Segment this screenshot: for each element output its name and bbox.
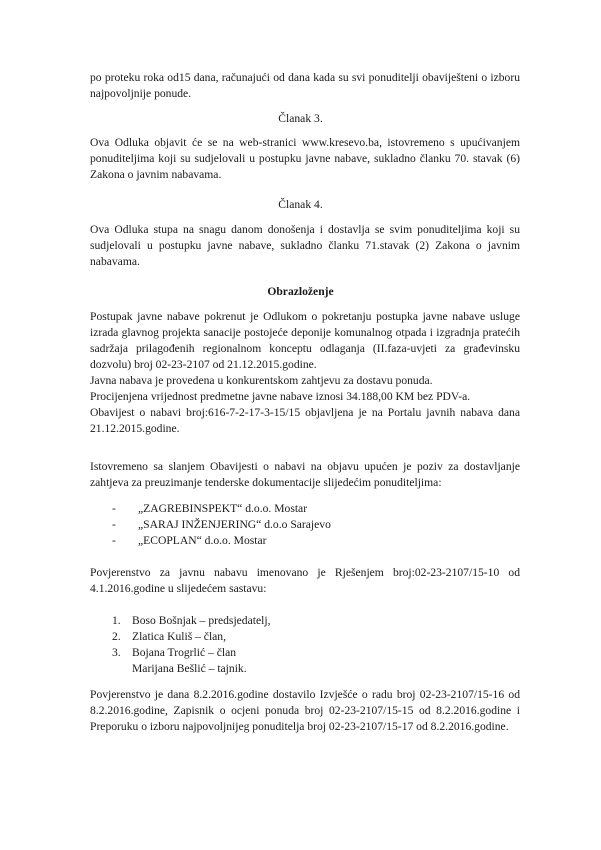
list-item	[90, 533, 520, 549]
member-name: Boso Bošnjak – predsjedatelj,	[132, 614, 271, 627]
member-name: Zlatica Kuliš – član,	[132, 630, 227, 643]
intro-paragraph: po proteku roka od15 dana, računajući od dana kada su svi ponuditelji obaviješteni o izboru najpovoljnije ponude.	[90, 71, 520, 100]
reasoning-paragraph-6: Povjerenstvo za javnu nabavu imenovano je Rješenjem broj:02-23-2107/15-10 od 4.1.2016.godine u slijedećem sastavu:	[90, 566, 520, 595]
article-3-heading: Članak 3.	[278, 112, 323, 125]
list-item	[90, 661, 520, 677]
reasoning-paragraph-5: Istovremeno sa slanjem Obavijesti o nabavi na objavu upućen je poziv za dostavljanje zahtjeva za preuzimanje tenderske dokumentacije slijedećim ponuditeljima:	[90, 460, 520, 489]
bidder-name: „ZAGREBINSPEKT“ d.o.o. Mostar	[138, 502, 308, 515]
member-number: 3.	[112, 646, 121, 659]
reasoning-paragraph-1: Postupak javne nabave pokrenut je Odlukom o pokretanju postupka javne nabave usluge izrada glavnog projekta sanacije postojeće deponije komunalnog otpada i izgradnja pratećih sadržaja prilagođenih regionalnom konceptu odlaganja (II.faza-uvjeti za građevinsku dozvolu) broj 02-23-2107 od 21.12.2015.godine.	[90, 310, 520, 371]
reasoning-heading: Obrazloženje	[267, 285, 334, 298]
reasoning-paragraph-4: Obavijest o nabavi broj:616-7-2-17-3-15/15 objavljena je na Portalu javnih nabava dana 21.12.2015.godine.	[90, 406, 520, 435]
committee-list	[90, 613, 520, 677]
bullet-dash: -	[112, 518, 116, 531]
member-name: Bojana Trogrlić – član	[132, 646, 237, 659]
list-item	[90, 629, 520, 645]
article-3-text: Ova Odluka objavit će se na web-stranici www.kresevo.ba, istovremeno s upućivanjem ponuditeljima koji su sudjelovali u postupku javne nabave, sukladno članku 70. stavak (6) Zakona o javnim nabavama.	[90, 136, 520, 181]
member-number: 2.	[112, 630, 121, 643]
bullet-dash: -	[112, 534, 116, 547]
list-item	[90, 501, 520, 517]
list-item	[90, 517, 520, 533]
article-4-text: Ova Odluka stupa na snagu danom donošenja i dostavlja se svim ponuditeljima koji su sudjelovali u postupku javne nabave, sukladno članku 71.stavak (2) Zakona o javnim nabavama.	[90, 223, 520, 268]
bullet-dash: -	[112, 502, 116, 515]
bidder-name: „SARAJ INŽENJERING“ d.o.o Sarajevo	[138, 518, 331, 531]
member-number: 1.	[112, 614, 121, 627]
reasoning-line-3: Procijenjena vrijednost predmetne javne nabave iznosi 34.188,00 KM bez PDV-a.	[90, 390, 471, 403]
reasoning-line-2: Javna nabava je provedena u konkurentskom zahtjevu za dostavu ponuda.	[90, 374, 433, 387]
reasoning-paragraph-7: Povjerenstvo je dana 8.2.2016.godine dostavilo Izvješće o radu broj 02-23-2107/15-16 od 8.2.2016.godine, Zapisnik o ocjeni ponuda broj 02-23-2107/15-15 od 8.2.2016.godine i Preporuku o izboru najpovoljnijeg ponuditelja broj 02-23-2107/15-17 od 8.2.2016.godine.	[90, 688, 520, 733]
list-item	[90, 613, 520, 629]
member-name: Marijana Bešlić – tajnik.	[132, 662, 247, 675]
article-4-heading: Članak 4.	[278, 198, 323, 211]
bidders-list	[90, 501, 520, 549]
bidder-name: „ECOPLAN“ d.o.o. Mostar	[138, 534, 267, 547]
list-item	[90, 645, 520, 661]
